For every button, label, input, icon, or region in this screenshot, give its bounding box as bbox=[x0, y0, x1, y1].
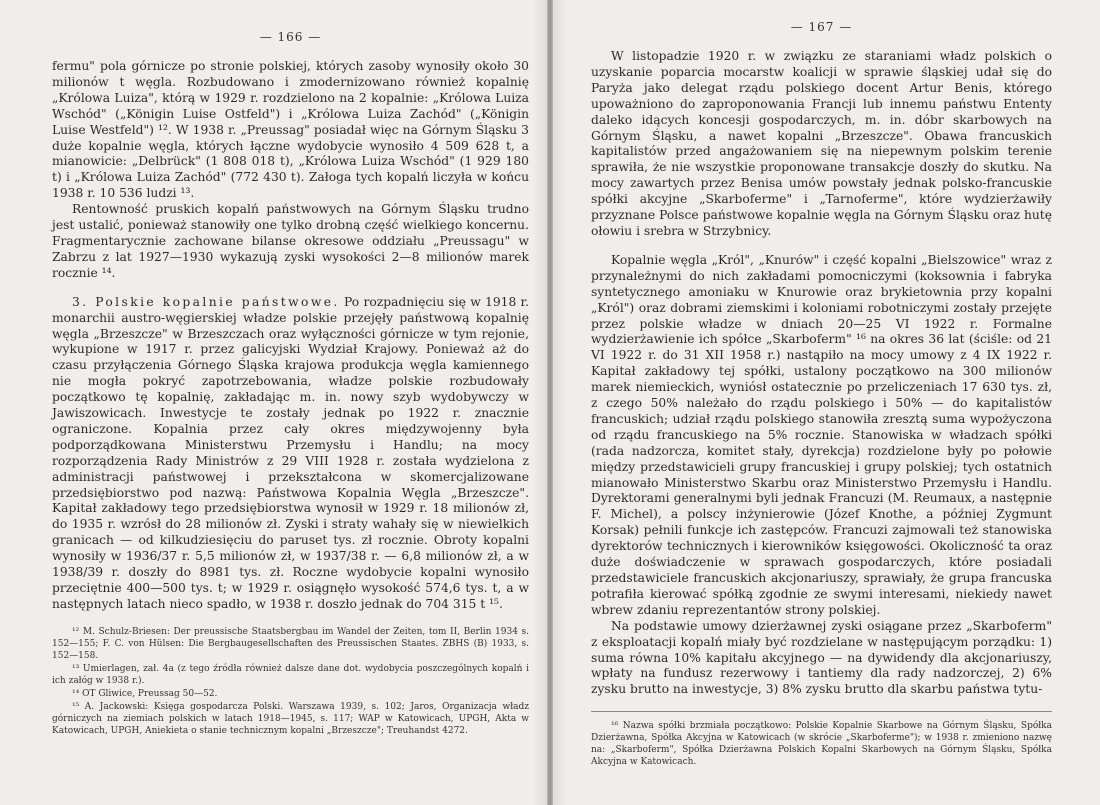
paragraph: Rentowność pruskich kopalń państwowych na Górnym Śląsku trudno jest ustalić, ponieważ stanowiły one tylko drobną część wielkiego koncernu. Fragmentarycznie zachowane bilanse okresowe oddziału „Preussagu" w Zabrzu z lat 1927—1930 wykazują zyski wysokości 2—8 milionów marek rocznie ¹⁴. bbox=[52, 202, 529, 280]
footnotes bbox=[52, 626, 529, 737]
paragraph: W listopadzie 1920 r. w związku ze staraniami władz polskich o uzyskanie poparcia mocarstw koalicji w sprawie śląskiej udał się do Paryża jako delegat rządu polskiego docent Artur Benis, którego upoważniono do zaproponowania Francji lub innemu państwu Ententy daleko idących koncesji gospodarczych, m. in. dóbr skarbowych na Górnym Śląsku, a nawet kopalni „Brzeszcze". Obawa francuskich kapitalistów przed angażowaniem się na niepewnym polskim terenie sprawiła, że nie wszystkie proponowane transakcje doszły do skutku. Na mocy zawartych przez Benisa umów powstały jednak polsko-francuskie spółki akcyjne „Skarboferme" i „Tarnoferme", które wydzierżawiły przyznane Polsce państwowe kopalnie węgla na Górnym Śląsku oraz hutę ołowiu i srebra w Strzybnicy. bbox=[591, 49, 1052, 238]
footnote-14: ¹⁴ OT Gliwice, Preussag 50—52. bbox=[72, 688, 218, 699]
paragraph: fermu" pola górnicze po stronie polskiej, których zasoby wynosiły około 30 milionów t węgla. Rozbudowano i zmodernizowano również kopalnię „Królowa Luiza", którą w 1929 r. rozdzielono na 2 kopalnie: „Królowa Luiza Wschód" („Königin Luise Ostfeld") i „Królowa Luiza Zachód" („Königin Luise Westfeld") ¹². W 1938 r. „Preussag" posiadał więc na Górnym Śląsku 3 duże kopalnie węgla, których łączne wydobycie wynosiło 4 509 628 t, a mianowicie: „Delbrück" (1 808 018 t), „Królowa Luiza Wschód" (1 929 180 t) i „Królowa Luiza Zachód" (772 430 t). Załoga tych kopalń liczyła w końcu 1938 r. 10 536 ludzi ¹³. bbox=[52, 59, 529, 201]
left-page-shadow bbox=[533, 0, 547, 805]
footnote-13: ¹³ Umierlagen, zał. 4a (z tego źródła również dalsze dane dot. wydobycia poszczególnych kopalń i ich załóg w 1938 r.). bbox=[52, 663, 529, 686]
section-text: Po rozpadnięciu się w 1918 r. monarchii austro-węgierskiej władze polskie przejęły państwową kopalnię węgla „Brzeszcze" w Brzeszczach oraz wyłączności górnicze w tym rejonie, wykupione w 1917 r. przez galicyjski Wydział Krajowy. Ponieważ aż do czasu przyłączenia Górnego Śląska krajowa produkcja węgla kamiennego nie mogła pokryć zapotrzebowania, władze polskie rozbudowały początkowo tę kopalnię, zakładając m. in. nowy szyb wydobywczy w Jawiszowicach. Inwestycje te zostały jednak po 1922 r. znacznie ograniczone. Kopalnia przez cały okres międzywojenny była podporządkowana Ministerstwu Przemysłu i Handlu; na mocy rozporządzenia Rady Ministrów z 29 VIII 1928 r. została wydzielona z administracji państwowej i przekształcona w skomercjalizowane przedsiębiorstwo pod nazwą: Państwowa Kopalnia Węgla „Brzeszcze". Kapitał zakładowy tego przedsiębiorstwa wynosił w 1929 r. 18 milionów zł, do 1935 r. wzrósł do 28 milionów zł. Zyski i straty wahały się w niewielkich granicach — od kilkudziesięciu do paruset tys. zł rocznie. Obroty kopalni wynosiły w 1936/37 r. 5,5 milionów zł, w 1937/38 r. — 6,8 milionów zł, a w 1938/39 r. doszły do 8981 tys. zł. Roczne wydobycie kopalni wynosiło przeciętnie 400—500 tys. t; w 1929 r. osiągnęło wysokość 574,6 tys. t, a w następnych latach nieco spadło, w 1938 r. doszło jednak do 704 315 t ¹⁵. bbox=[52, 294, 529, 611]
page-number-167: — 167 — bbox=[790, 20, 853, 34]
footnote-15: ¹⁵ A. Jackowski: Księga gospodarcza Polski. Warszawa 1939, s. 102; Jaros, Organizacja władz górniczych na ziemiach polskich w latach 1918—1945, s. 117; WAP w Katowicach, UPGH, Akta w Katowicach, UPGH, Aniekieta o stanie technicznym kopalni „Brzeszcze"; Treuhandst 4272. bbox=[52, 701, 529, 736]
paragraph: Kopalnie węgla „Król", „Knurów" i część kopalni „Bielszowice" wraz z przynależnymi do nich zakładami pomocniczymi (koksownia i fabryka syntetycznego amoniaku w Knurowie oraz brykietownia przy kopalni „Król") oraz dobrami ziemskimi i koloniami robotniczymi zostały przejęte przez polskie władze w dniach 20—25 VI 1922 r. Formalne wydzierżawienie ich spółce „Skarboferm" ¹⁶ na okres 36 lat (ściśle: od 21 VI 1922 r. do 31 XII 1958 r.) nastąpiło na mocy umowy z 4 IX 1922 r. Kapitał zakładowy tej spółki, ustalony początkowo na 300 milionów marek niemieckich, wyniósł ostatecznie po przeliczeniach 17 630 tys. zł, z czego 50% należało do rządu polskiego i 50% — do kapitalistów francuskich; udział rządu polskiego stanowiła zresztą suma wypożyczona od rządu francuskiego na 5% rocznie. Stanowiska w władzach spółki (rada nadzorcza, komitet stały, dyrekcja) rozdzielone były po połowie między przedstawicieli grupy francuskiej i grupy polskiej; tych ostatnich mianowało Ministerstwo Skarbu oraz Ministerstwo Przemysłu i Handlu. Dyrektorami generalnymi byli jednak Francuzi (M. Reumaux, a następnie F. Michel), a polscy inżynierowie (Józef Knothe, a później Zygmunt Korsak) pełnili funkcje ich zastępców. Francuzi zajmowali też stanowiska dyrektorów technicznych i kierowników księgowości. Okoliczność ta oraz duże doświadczenie w sprawach gospodarczych, które posiadali przedstawiciele francuskich akcjonariuszy, sprawiały, że grupa francuska potrafiła kierować spółką zgodnie ze swymi interesami, niekiedy nawet wbrew zdaniu reprezentantów strony polskiej. bbox=[591, 252, 1052, 617]
footnote-12: ¹² M. Schulz-Briesen: Der preussische Staatsbergbau im Wandel der Zeiten, tom II, Berlin 1934 s. 152—155; F. C. von Hülsen: Die Bergbaugesellschaften des Preussischen Staates. ZBHS (B) 1933, s. 152—158. bbox=[52, 626, 529, 661]
section-heading: 3. Polskie kopalnie państwowe. bbox=[72, 294, 340, 309]
paragraph: Na podstawie umowy dzierżawnej zyski osiągane przez „Skarboferm" z eksploatacji kopalń miały być rozdzielane w następującym porządku: 1) suma równa 10% kapitału akcyjnego — na dywidendy dla akcjonariuszy, wpłaty na fundusz rezerwowy i tantiemy dla rady nadzorczej, 2) 6% zysku brutto na inwestycje, 3) 8% zysku brutto dla skarbu państwa tytu- bbox=[591, 618, 1052, 697]
footnote-16: ¹⁶ Nazwa spółki brzmiała początkowo: Polskie Kopalnie Skarbowe na Górnym Śląsku, Spółka Dzierżawna, Spółka Akcyjna w Katowicach (w skrócie „Skarboferme"); w 1938 r. zmieniono nazwę na: „Skarboferm", Spółka Dzierżawna Polskich Kopalni Skarbowych na Górnym Śląsku, Spółka Akcyjna w Katowicach. bbox=[591, 711, 1052, 768]
right-page-shadow bbox=[553, 0, 567, 805]
right-page bbox=[553, 0, 1100, 805]
section-paragraph bbox=[52, 295, 529, 613]
left-page bbox=[0, 0, 547, 805]
page-number-166: — 166 — bbox=[259, 30, 322, 44]
